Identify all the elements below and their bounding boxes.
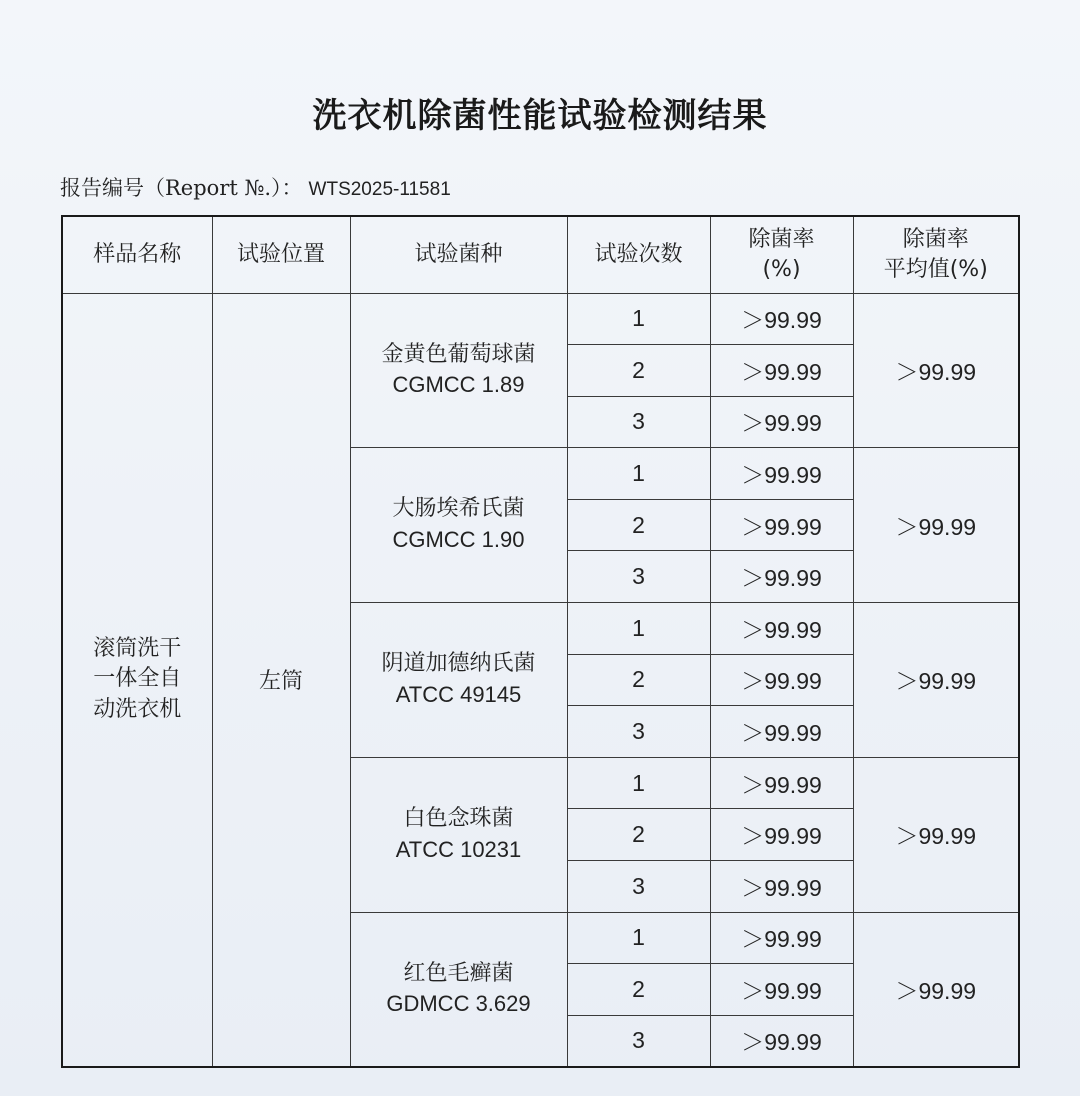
header-sample: 样品名称 [62, 216, 212, 293]
strain-code: CGMCC 1.89 [392, 372, 525, 398]
removal-rate-cell: ＞99.99 [710, 809, 853, 861]
strain-name: 白色念珠菌 [403, 805, 514, 831]
trial-number-cell: 1 [567, 757, 710, 809]
header-trial: 试验次数 [567, 216, 710, 293]
table-header-row [62, 216, 1019, 293]
trial-number-cell: 2 [567, 499, 710, 551]
trial-number-cell: 3 [567, 1015, 710, 1067]
removal-rate-cell: ＞99.99 [710, 912, 853, 964]
header-average-line2: 平均值(%) [883, 256, 988, 282]
report-value: WTS2025-11581 [308, 179, 451, 200]
trial-number-cell: 3 [567, 706, 710, 758]
removal-rate-cell: ＞99.99 [710, 603, 853, 655]
trial-number-cell: 1 [567, 448, 710, 500]
trial-number-cell: 2 [567, 345, 710, 397]
removal-rate-cell: ＞99.99 [710, 861, 853, 913]
average-rate-cell: ＞99.99 [853, 603, 1019, 758]
sample-name-cell [62, 293, 212, 1067]
report-number [60, 172, 451, 202]
sample-name-line3: 动洗衣机 [93, 697, 182, 723]
header-rate-line1: 除菌率 [748, 227, 815, 253]
table-body [62, 293, 1019, 1067]
trial-number-cell: 3 [567, 551, 710, 603]
test-position-cell: 左筒 [212, 293, 350, 1067]
average-rate-cell: ＞99.99 [853, 293, 1019, 448]
trial-number-cell: 2 [567, 964, 710, 1016]
header-strain: 试验菌种 [350, 216, 567, 293]
strain-cell [350, 912, 567, 1067]
trial-number-cell: 2 [567, 809, 710, 861]
strain-code: GDMCC 3.629 [386, 991, 531, 1017]
removal-rate-cell: ＞99.99 [710, 396, 853, 448]
strain-code: CGMCC 1.90 [392, 527, 525, 553]
strain-cell [350, 293, 567, 448]
strain-name: 红色毛癣菌 [403, 960, 514, 986]
header-average [853, 216, 1019, 293]
report-label: 报告编号（Report №.）： [60, 176, 303, 200]
trial-number-cell: 3 [567, 861, 710, 913]
results-table [61, 215, 1020, 1068]
average-rate-cell: ＞99.99 [853, 757, 1019, 912]
trial-number-cell: 1 [567, 912, 710, 964]
strain-name: 金黄色葡萄球菌 [381, 341, 536, 367]
table-row [62, 293, 1019, 345]
sample-name-line2: 一体全自 [93, 666, 182, 692]
page-title: 洗衣机除菌性能试验检测结果 [312, 96, 768, 136]
trial-number-cell: 1 [567, 603, 710, 655]
strain-cell [350, 448, 567, 603]
trial-number-cell: 1 [567, 293, 710, 345]
removal-rate-cell: ＞99.99 [710, 706, 853, 758]
header-rate [710, 216, 853, 293]
average-rate-cell: ＞99.99 [853, 448, 1019, 603]
removal-rate-cell: ＞99.99 [710, 757, 853, 809]
strain-code: ATCC 10231 [395, 836, 522, 862]
removal-rate-cell: ＞99.99 [710, 293, 853, 345]
strain-cell [350, 757, 567, 912]
removal-rate-cell: ＞99.99 [710, 499, 853, 551]
strain-cell [350, 603, 567, 758]
removal-rate-cell: ＞99.99 [710, 345, 853, 397]
strain-code: ATCC 49145 [395, 681, 522, 707]
removal-rate-cell: ＞99.99 [710, 1015, 853, 1067]
sample-name-line1: 滚筒洗干 [93, 635, 182, 661]
average-rate-cell: ＞99.99 [853, 912, 1019, 1067]
removal-rate-cell: ＞99.99 [710, 654, 853, 706]
header-average-line1: 除菌率 [902, 227, 969, 253]
removal-rate-cell: ＞99.99 [710, 448, 853, 500]
strain-name: 大肠埃希氏菌 [392, 496, 525, 522]
header-position: 试验位置 [212, 216, 350, 293]
removal-rate-cell: ＞99.99 [710, 551, 853, 603]
trial-number-cell: 2 [567, 654, 710, 706]
strain-name: 阴道加德纳氏菌 [381, 651, 536, 677]
trial-number-cell: 3 [567, 396, 710, 448]
header-rate-line2: (%) [762, 256, 801, 282]
removal-rate-cell: ＞99.99 [710, 964, 853, 1016]
